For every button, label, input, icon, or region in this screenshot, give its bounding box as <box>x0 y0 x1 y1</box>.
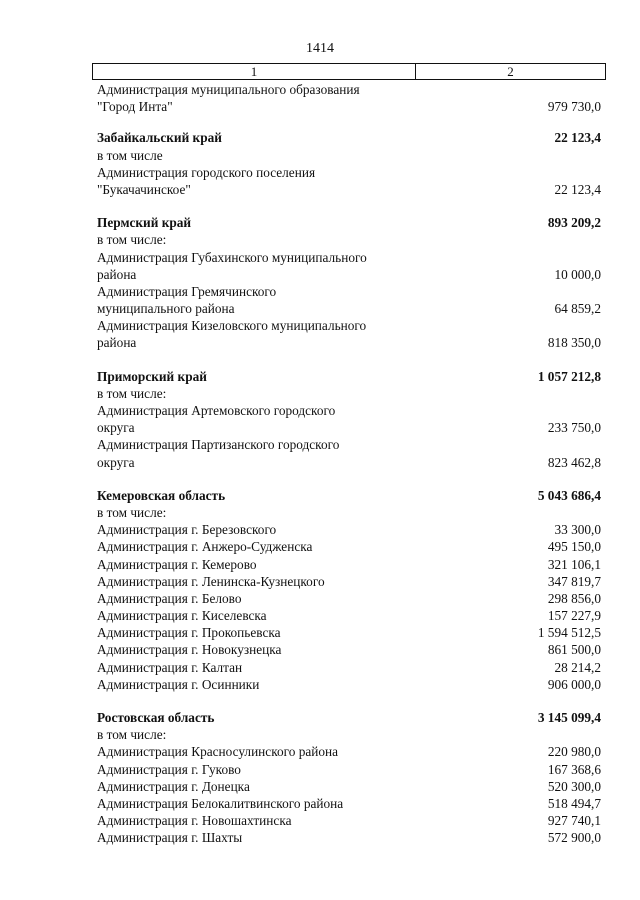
row-value: 893 209,2 <box>547 215 601 231</box>
row-value: 861 500,0 <box>547 642 601 658</box>
row-name: округа <box>97 454 135 470</box>
row-name: Администрация г. Белово <box>97 590 242 606</box>
row-spacer <box>97 471 601 487</box>
row-name: Администрация г. Ленинска-Кузнецкого <box>97 573 325 589</box>
row-name: Администрация г. Калтан <box>97 659 243 675</box>
row-name: Ростовская область <box>97 710 215 725</box>
row-name: Администрация г. Кемерово <box>97 556 257 572</box>
row-spacer <box>97 115 601 129</box>
row-name: Администрация муниципального образования <box>97 82 360 97</box>
row-name: Администрация Артемовского городского <box>97 403 336 418</box>
table-row <box>97 521 601 538</box>
row-value: 22 123,4 <box>554 181 601 197</box>
row-value: 927 740,1 <box>547 813 601 829</box>
row-name: муниципального района <box>97 301 235 317</box>
column-header-1: 1 <box>93 64 416 79</box>
row-name: Администрация Партизанского городского <box>97 437 340 453</box>
table-row <box>97 81 601 98</box>
row-name: Администрация г. Гуково <box>97 761 241 777</box>
row-name: Забайкальский край <box>97 130 222 146</box>
table-row <box>97 300 601 317</box>
row-name: Администрация г. Березовского <box>97 522 277 538</box>
row-name: округа <box>97 420 135 436</box>
table-row <box>97 164 601 181</box>
region-total-row <box>97 487 601 504</box>
row-name: Администрация Кизеловского муниципального <box>97 318 367 334</box>
row-value: 572 900,0 <box>547 830 601 846</box>
row-name: Администрация г. Киселевска <box>97 608 267 624</box>
row-name: Администрация г. Осинники <box>97 676 260 692</box>
table-row <box>97 147 601 164</box>
row-name: Администрация г. Новокузнецка <box>97 642 282 658</box>
table-row <box>97 538 601 555</box>
row-name: Администрация г. Донецка <box>97 778 250 794</box>
row-name: Кемеровская область <box>97 487 226 503</box>
table-row <box>97 181 601 198</box>
row-value: 823 462,8 <box>547 454 601 470</box>
page-number: 1414 <box>306 41 334 56</box>
table-body <box>97 81 601 847</box>
row-value: 167 368,6 <box>547 761 601 777</box>
row-name: Администрация Красносулинского района <box>97 744 339 760</box>
row-value: 518 494,7 <box>547 795 601 811</box>
row-name: в том числе: <box>97 504 167 520</box>
row-value: 298 856,0 <box>547 590 601 606</box>
row-value: 28 214,2 <box>554 659 601 675</box>
row-name: Администрация г. Шахты <box>97 830 243 846</box>
table-row <box>97 795 601 812</box>
row-name: Администрация Гремячинского <box>97 283 277 299</box>
row-value: 321 106,1 <box>547 556 601 572</box>
row-value: 64 859,2 <box>554 301 601 317</box>
table-row <box>97 419 601 436</box>
table-row <box>97 556 601 573</box>
table-row <box>97 624 601 641</box>
row-spacer <box>97 352 601 368</box>
row-name: Администрация Губахинского муниципального <box>97 249 367 265</box>
table-header <box>92 63 606 80</box>
table-row <box>97 504 601 521</box>
table-row <box>97 726 601 743</box>
row-value: 22 123,4 <box>554 130 601 146</box>
row-name: Администрация г. Прокопьевска <box>97 625 281 641</box>
row-value: 233 750,0 <box>547 420 601 436</box>
row-value: 818 350,0 <box>547 335 601 351</box>
row-name: Администрация г. Новошахтинска <box>97 813 292 829</box>
table-row <box>97 590 601 607</box>
table-row <box>97 573 601 590</box>
table-row <box>97 249 601 266</box>
table-row <box>97 266 601 283</box>
row-name: района <box>97 266 137 282</box>
table-row <box>97 641 601 658</box>
table-row <box>97 98 601 115</box>
row-value: 220 980,0 <box>547 744 601 760</box>
region-total-row <box>97 709 601 726</box>
row-value: 10 000,0 <box>554 266 601 282</box>
row-name: Администрация городского поселения <box>97 164 316 180</box>
row-value: 157 227,9 <box>547 608 601 624</box>
row-value: 33 300,0 <box>554 522 601 538</box>
row-value: 5 043 686,4 <box>537 487 601 503</box>
row-value: 1 057 212,8 <box>537 368 601 384</box>
row-name: Приморский край <box>97 368 207 384</box>
table-row <box>97 812 601 829</box>
region-total-row <box>97 214 601 231</box>
row-spacer <box>97 693 601 709</box>
table-row <box>97 231 601 248</box>
row-name: в том числе: <box>97 232 167 248</box>
row-value: 1 594 512,5 <box>537 625 601 641</box>
table-row <box>97 334 601 351</box>
row-name: района <box>97 335 137 351</box>
row-name: Администрация г. Анжеро-Судженска <box>97 539 313 555</box>
table-row <box>97 283 601 300</box>
row-name: в том числе: <box>97 727 167 743</box>
row-value: 906 000,0 <box>547 676 601 692</box>
table-row <box>97 676 601 693</box>
row-name: в том числе <box>97 147 163 163</box>
table-row <box>97 317 601 334</box>
table-row <box>97 607 601 624</box>
row-value: 347 819,7 <box>547 573 601 589</box>
table-row <box>97 743 601 760</box>
row-value: 495 150,0 <box>547 539 601 555</box>
row-name: Администрация Белокалитвинского района <box>97 795 344 811</box>
region-total-row <box>97 129 601 146</box>
row-name: Пермский край <box>97 215 192 231</box>
row-value: 3 145 099,4 <box>537 710 601 725</box>
table-row <box>97 778 601 795</box>
column-header-2: 2 <box>507 64 514 79</box>
table-row <box>97 829 601 846</box>
row-name: "Город Инта" <box>97 99 173 115</box>
row-name: в том числе: <box>97 385 167 401</box>
table-row <box>97 402 601 419</box>
table-row <box>97 761 601 778</box>
table-row <box>97 454 601 471</box>
row-spacer <box>97 198 601 214</box>
table-row <box>97 659 601 676</box>
table-row <box>97 436 601 453</box>
row-name: "Букачачинское" <box>97 181 191 197</box>
row-value: 979 730,0 <box>547 99 601 115</box>
table-row <box>97 385 601 402</box>
region-total-row <box>97 368 601 385</box>
row-value: 520 300,0 <box>547 778 601 794</box>
